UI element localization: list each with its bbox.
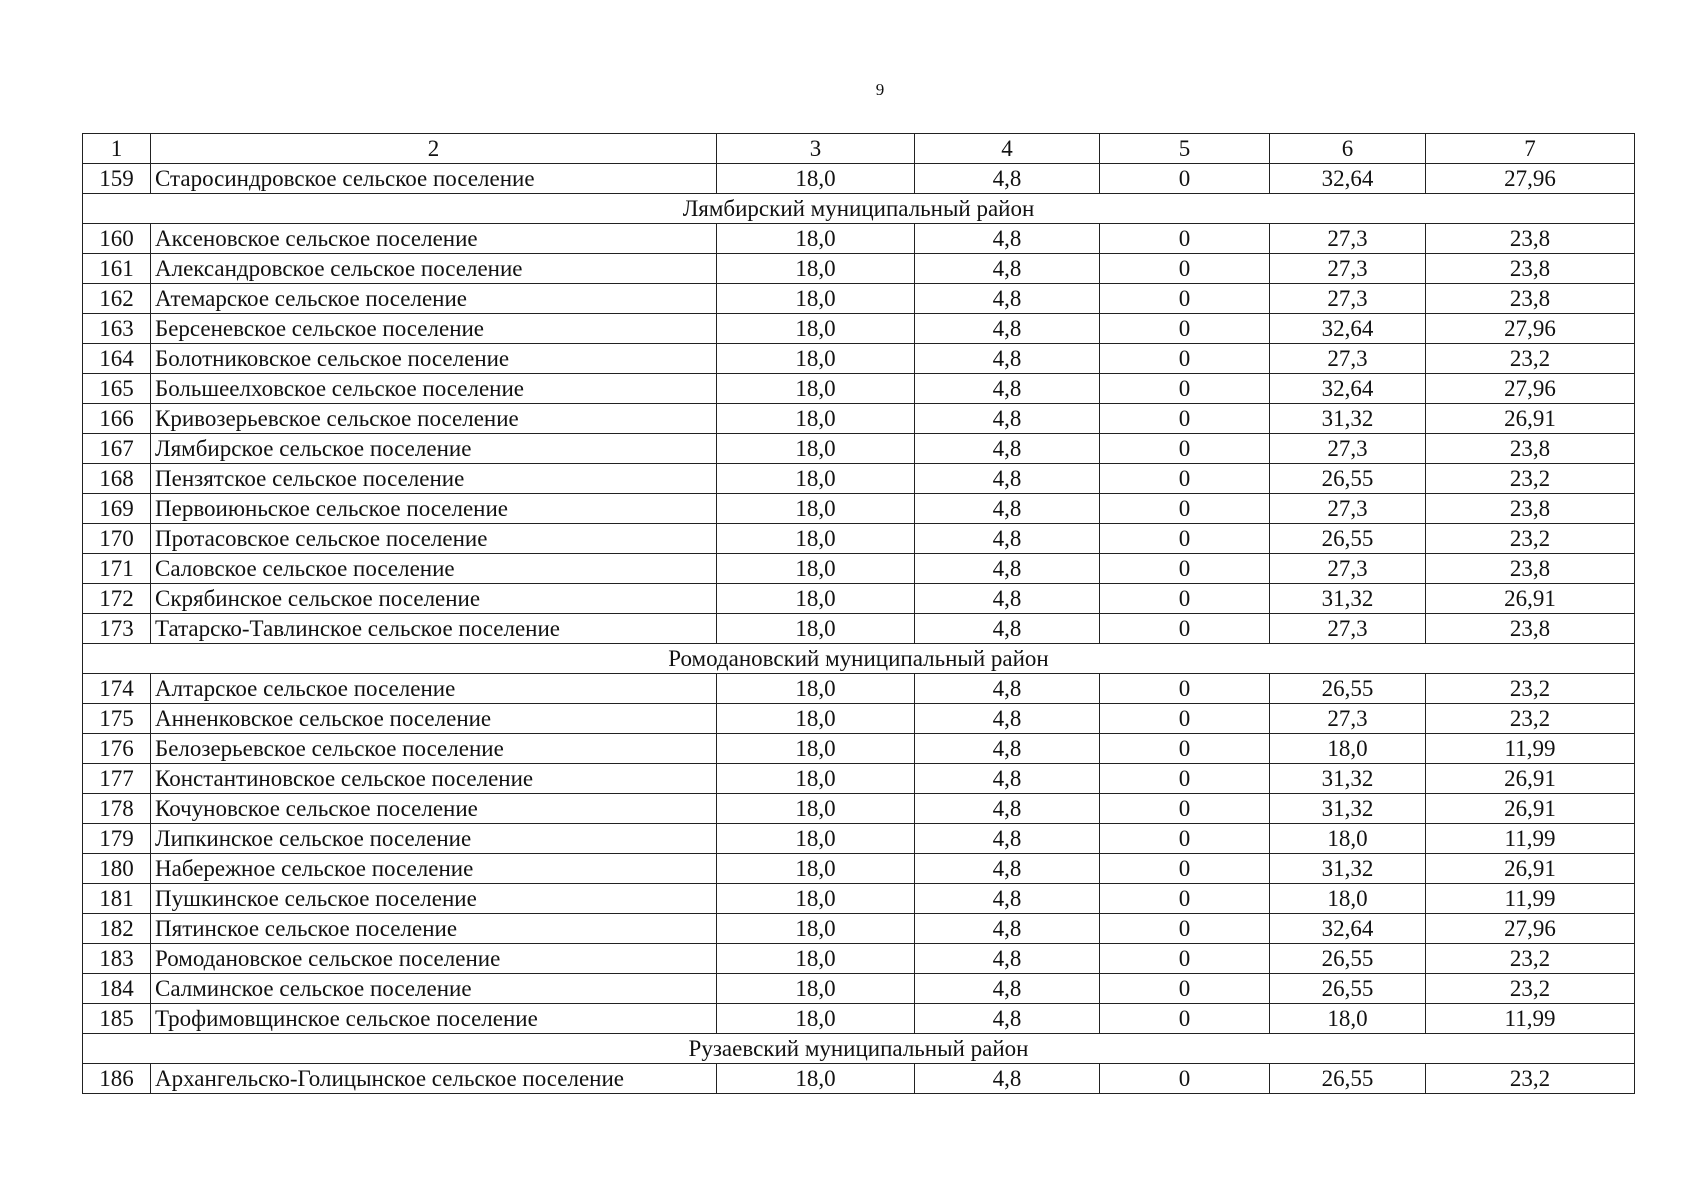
col7-value-cell: 23,8: [1426, 494, 1635, 524]
col4-value-cell: 4,8: [915, 824, 1100, 854]
row-number-cell: 168: [83, 464, 151, 494]
settlement-name-cell: Татарско-Тавлинское сельское поселение: [151, 614, 717, 644]
header-cell: 3: [717, 134, 915, 164]
row-number-cell: 186: [83, 1064, 151, 1094]
col4-value-cell: 4,8: [915, 434, 1100, 464]
section-row: [83, 1034, 1635, 1064]
col7-value-cell: 23,2: [1426, 464, 1635, 494]
col5-value-cell: 0: [1100, 584, 1270, 614]
col6-value-cell: 32,64: [1270, 164, 1426, 194]
settlement-name-cell: Саловское сельское поселение: [151, 554, 717, 584]
table-row: [83, 404, 1635, 434]
col7-value-cell: 27,96: [1426, 914, 1635, 944]
col6-value-cell: 27,3: [1270, 614, 1426, 644]
col3-value-cell: 18,0: [717, 224, 915, 254]
col6-value-cell: 31,32: [1270, 854, 1426, 884]
row-number-cell: 160: [83, 224, 151, 254]
col5-value-cell: 0: [1100, 284, 1270, 314]
col6-value-cell: 26,55: [1270, 944, 1426, 974]
col6-value-cell: 32,64: [1270, 914, 1426, 944]
col6-value-cell: 31,32: [1270, 794, 1426, 824]
col7-value-cell: 23,8: [1426, 614, 1635, 644]
table-row: [83, 974, 1635, 1004]
col7-value-cell: 23,2: [1426, 1064, 1635, 1094]
settlement-name-cell: Белозерьевское сельское поселение: [151, 734, 717, 764]
table-row: [83, 434, 1635, 464]
col6-value-cell: 31,32: [1270, 584, 1426, 614]
settlement-name-cell: Атемарское сельское поселение: [151, 284, 717, 314]
col3-value-cell: 18,0: [717, 854, 915, 884]
col3-value-cell: 18,0: [717, 674, 915, 704]
section-row: [83, 644, 1635, 674]
settlement-name-cell: Константиновское сельское поселение: [151, 764, 717, 794]
col3-value-cell: 18,0: [717, 284, 915, 314]
col3-value-cell: 18,0: [717, 314, 915, 344]
col6-value-cell: 27,3: [1270, 344, 1426, 374]
table-body: [83, 134, 1635, 1094]
row-number-cell: 180: [83, 854, 151, 884]
col7-value-cell: 23,8: [1426, 554, 1635, 584]
col6-value-cell: 26,55: [1270, 524, 1426, 554]
col7-value-cell: 23,8: [1426, 284, 1635, 314]
col7-value-cell: 11,99: [1426, 884, 1635, 914]
settlement-name-cell: Алтарское сельское поселение: [151, 674, 717, 704]
col3-value-cell: 18,0: [717, 464, 915, 494]
col4-value-cell: 4,8: [915, 614, 1100, 644]
col4-value-cell: 4,8: [915, 704, 1100, 734]
row-number-cell: 167: [83, 434, 151, 464]
col5-value-cell: 0: [1100, 404, 1270, 434]
district-heading: Рузаевский муниципальный район: [83, 1034, 1635, 1064]
col5-value-cell: 0: [1100, 764, 1270, 794]
col7-value-cell: 26,91: [1426, 854, 1635, 884]
col4-value-cell: 4,8: [915, 854, 1100, 884]
col4-value-cell: 4,8: [915, 344, 1100, 374]
table-row: [83, 1064, 1635, 1094]
table-row: [83, 554, 1635, 584]
settlement-name-cell: Протасовское сельское поселение: [151, 524, 717, 554]
col5-value-cell: 0: [1100, 434, 1270, 464]
col3-value-cell: 18,0: [717, 914, 915, 944]
settlement-name-cell: Старосиндровское сельское поселение: [151, 164, 717, 194]
col4-value-cell: 4,8: [915, 404, 1100, 434]
header-cell: 4: [915, 134, 1100, 164]
col7-value-cell: 11,99: [1426, 1004, 1635, 1034]
col4-value-cell: 4,8: [915, 554, 1100, 584]
settlement-name-cell: Александровское сельское поселение: [151, 254, 717, 284]
settlement-name-cell: Салминское сельское поселение: [151, 974, 717, 1004]
col4-value-cell: 4,8: [915, 464, 1100, 494]
header-cell: 2: [151, 134, 717, 164]
col6-value-cell: 27,3: [1270, 284, 1426, 314]
col3-value-cell: 18,0: [717, 524, 915, 554]
col3-value-cell: 18,0: [717, 614, 915, 644]
col4-value-cell: 4,8: [915, 284, 1100, 314]
col3-value-cell: 18,0: [717, 434, 915, 464]
col4-value-cell: 4,8: [915, 374, 1100, 404]
col6-value-cell: 32,64: [1270, 374, 1426, 404]
row-number-cell: 177: [83, 764, 151, 794]
row-number-cell: 161: [83, 254, 151, 284]
col6-value-cell: 32,64: [1270, 314, 1426, 344]
col3-value-cell: 18,0: [717, 974, 915, 1004]
col7-value-cell: 23,8: [1426, 254, 1635, 284]
col6-value-cell: 27,3: [1270, 224, 1426, 254]
col3-value-cell: 18,0: [717, 584, 915, 614]
row-number-cell: 164: [83, 344, 151, 374]
col4-value-cell: 4,8: [915, 974, 1100, 1004]
col7-value-cell: 23,8: [1426, 434, 1635, 464]
row-number-cell: 181: [83, 884, 151, 914]
col3-value-cell: 18,0: [717, 734, 915, 764]
col6-value-cell: 26,55: [1270, 1064, 1426, 1094]
col5-value-cell: 0: [1100, 854, 1270, 884]
col3-value-cell: 18,0: [717, 344, 915, 374]
settlement-name-cell: Кочуновское сельское поселение: [151, 794, 717, 824]
col6-value-cell: 27,3: [1270, 434, 1426, 464]
row-number-cell: 178: [83, 794, 151, 824]
col7-value-cell: 11,99: [1426, 734, 1635, 764]
settlement-name-cell: Пушкинское сельское поселение: [151, 884, 717, 914]
col5-value-cell: 0: [1100, 674, 1270, 704]
col3-value-cell: 18,0: [717, 944, 915, 974]
table-row: [83, 884, 1635, 914]
col5-value-cell: 0: [1100, 464, 1270, 494]
col4-value-cell: 4,8: [915, 164, 1100, 194]
col6-value-cell: 18,0: [1270, 884, 1426, 914]
col7-value-cell: 23,2: [1426, 704, 1635, 734]
settlement-name-cell: Аксеновское сельское поселение: [151, 224, 717, 254]
col4-value-cell: 4,8: [915, 224, 1100, 254]
col5-value-cell: 0: [1100, 974, 1270, 1004]
col7-value-cell: 23,8: [1426, 224, 1635, 254]
row-number-cell: 165: [83, 374, 151, 404]
table-row: [83, 614, 1635, 644]
col3-value-cell: 18,0: [717, 374, 915, 404]
col4-value-cell: 4,8: [915, 254, 1100, 284]
settlement-name-cell: Набережное сельское поселение: [151, 854, 717, 884]
col5-value-cell: 0: [1100, 224, 1270, 254]
col5-value-cell: 0: [1100, 614, 1270, 644]
row-number-cell: 166: [83, 404, 151, 434]
col6-value-cell: 31,32: [1270, 404, 1426, 434]
row-number-cell: 163: [83, 314, 151, 344]
col5-value-cell: 0: [1100, 1004, 1270, 1034]
settlement-name-cell: Липкинское сельское поселение: [151, 824, 717, 854]
col4-value-cell: 4,8: [915, 884, 1100, 914]
table-row: [83, 374, 1635, 404]
col5-value-cell: 0: [1100, 704, 1270, 734]
settlement-name-cell: Большеелховское сельское поселение: [151, 374, 717, 404]
col4-value-cell: 4,8: [915, 524, 1100, 554]
col4-value-cell: 4,8: [915, 1064, 1100, 1094]
table-row: [83, 914, 1635, 944]
page-number: 9: [875, 80, 885, 99]
col7-value-cell: 27,96: [1426, 164, 1635, 194]
table-row: [83, 824, 1635, 854]
table-row: [83, 314, 1635, 344]
col5-value-cell: 0: [1100, 314, 1270, 344]
table-row: [83, 344, 1635, 374]
section-row: [83, 194, 1635, 224]
col7-value-cell: 23,2: [1426, 974, 1635, 1004]
table-row: [83, 224, 1635, 254]
col5-value-cell: 0: [1100, 824, 1270, 854]
settlement-name-cell: Кривозерьевское сельское поселение: [151, 404, 717, 434]
col7-value-cell: 23,2: [1426, 344, 1635, 374]
settlement-name-cell: Первоиюньское сельское поселение: [151, 494, 717, 524]
row-number-cell: 174: [83, 674, 151, 704]
table-row: [83, 704, 1635, 734]
row-number-cell: 171: [83, 554, 151, 584]
col5-value-cell: 0: [1100, 1064, 1270, 1094]
col6-value-cell: 18,0: [1270, 1004, 1426, 1034]
col5-value-cell: 0: [1100, 734, 1270, 764]
table-row: [83, 944, 1635, 974]
col7-value-cell: 26,91: [1426, 794, 1635, 824]
col5-value-cell: 0: [1100, 524, 1270, 554]
table-row: [83, 794, 1635, 824]
row-number-cell: 169: [83, 494, 151, 524]
row-number-cell: 176: [83, 734, 151, 764]
header-cell: 1: [83, 134, 151, 164]
table-row: [83, 494, 1635, 524]
district-heading: Лямбирский муниципальный район: [83, 194, 1635, 224]
table-row: [83, 734, 1635, 764]
header-cell: 5: [1100, 134, 1270, 164]
settlement-name-cell: Болотниковское сельское поселение: [151, 344, 717, 374]
col6-value-cell: 27,3: [1270, 494, 1426, 524]
col4-value-cell: 4,8: [915, 944, 1100, 974]
row-number-cell: 182: [83, 914, 151, 944]
col7-value-cell: 27,96: [1426, 374, 1635, 404]
table-row: [83, 464, 1635, 494]
col5-value-cell: 0: [1100, 494, 1270, 524]
col3-value-cell: 18,0: [717, 404, 915, 434]
col6-value-cell: 26,55: [1270, 674, 1426, 704]
col5-value-cell: 0: [1100, 794, 1270, 824]
row-number-cell: 185: [83, 1004, 151, 1034]
settlement-name-cell: Трофимовщинское сельское поселение: [151, 1004, 717, 1034]
col4-value-cell: 4,8: [915, 494, 1100, 524]
col5-value-cell: 0: [1100, 914, 1270, 944]
row-number-cell: 184: [83, 974, 151, 1004]
col7-value-cell: 11,99: [1426, 824, 1635, 854]
row-number-cell: 170: [83, 524, 151, 554]
col6-value-cell: 18,0: [1270, 824, 1426, 854]
row-number-cell: 183: [83, 944, 151, 974]
table-row: [83, 284, 1635, 314]
col3-value-cell: 18,0: [717, 254, 915, 284]
table-row: [83, 674, 1635, 704]
header-row: [83, 134, 1635, 164]
row-number-cell: 159: [83, 164, 151, 194]
col3-value-cell: 18,0: [717, 704, 915, 734]
col3-value-cell: 18,0: [717, 1004, 915, 1034]
col6-value-cell: 31,32: [1270, 764, 1426, 794]
col4-value-cell: 4,8: [915, 674, 1100, 704]
col7-value-cell: 26,91: [1426, 584, 1635, 614]
col6-value-cell: 27,3: [1270, 254, 1426, 284]
col3-value-cell: 18,0: [717, 764, 915, 794]
col4-value-cell: 4,8: [915, 734, 1100, 764]
col4-value-cell: 4,8: [915, 314, 1100, 344]
row-number-cell: 173: [83, 614, 151, 644]
col4-value-cell: 4,8: [915, 914, 1100, 944]
col7-value-cell: 26,91: [1426, 404, 1635, 434]
col5-value-cell: 0: [1100, 344, 1270, 374]
table-row: [83, 164, 1635, 194]
settlement-name-cell: Ромодановское сельское поселение: [151, 944, 717, 974]
col3-value-cell: 18,0: [717, 794, 915, 824]
settlement-name-cell: Скрябинское сельское поселение: [151, 584, 717, 614]
table-row: [83, 764, 1635, 794]
col3-value-cell: 18,0: [717, 164, 915, 194]
col7-value-cell: 27,96: [1426, 314, 1635, 344]
col5-value-cell: 0: [1100, 944, 1270, 974]
table-row: [83, 584, 1635, 614]
col6-value-cell: 26,55: [1270, 974, 1426, 1004]
row-number-cell: 172: [83, 584, 151, 614]
col3-value-cell: 18,0: [717, 884, 915, 914]
col5-value-cell: 0: [1100, 254, 1270, 284]
table-row: [83, 854, 1635, 884]
col3-value-cell: 18,0: [717, 554, 915, 584]
col4-value-cell: 4,8: [915, 794, 1100, 824]
col6-value-cell: 27,3: [1270, 704, 1426, 734]
col5-value-cell: 0: [1100, 374, 1270, 404]
row-number-cell: 175: [83, 704, 151, 734]
col7-value-cell: 23,2: [1426, 674, 1635, 704]
col4-value-cell: 4,8: [915, 584, 1100, 614]
settlement-name-cell: Берсеневское сельское поселение: [151, 314, 717, 344]
row-number-cell: 162: [83, 284, 151, 314]
col7-value-cell: 26,91: [1426, 764, 1635, 794]
tariff-table: [82, 133, 1635, 1094]
table-row: [83, 254, 1635, 284]
col7-value-cell: 23,2: [1426, 944, 1635, 974]
settlement-name-cell: Лямбирское сельское поселение: [151, 434, 717, 464]
header-cell: 6: [1270, 134, 1426, 164]
col5-value-cell: 0: [1100, 164, 1270, 194]
col6-value-cell: 27,3: [1270, 554, 1426, 584]
col5-value-cell: 0: [1100, 554, 1270, 584]
col7-value-cell: 23,2: [1426, 524, 1635, 554]
row-number-cell: 179: [83, 824, 151, 854]
settlement-name-cell: Пятинское сельское поселение: [151, 914, 717, 944]
table-row: [83, 1004, 1635, 1034]
header-cell: 7: [1426, 134, 1635, 164]
settlement-name-cell: Архангельско-Голицынское сельское поселение: [151, 1064, 717, 1094]
col5-value-cell: 0: [1100, 884, 1270, 914]
settlement-name-cell: Анненковское сельское поселение: [151, 704, 717, 734]
col3-value-cell: 18,0: [717, 1064, 915, 1094]
col3-value-cell: 18,0: [717, 494, 915, 524]
col3-value-cell: 18,0: [717, 824, 915, 854]
col6-value-cell: 26,55: [1270, 464, 1426, 494]
col6-value-cell: 18,0: [1270, 734, 1426, 764]
district-heading: Ромодановский муниципальный район: [83, 644, 1635, 674]
col4-value-cell: 4,8: [915, 1004, 1100, 1034]
settlement-name-cell: Пензятское сельское поселение: [151, 464, 717, 494]
table-row: [83, 524, 1635, 554]
col4-value-cell: 4,8: [915, 764, 1100, 794]
